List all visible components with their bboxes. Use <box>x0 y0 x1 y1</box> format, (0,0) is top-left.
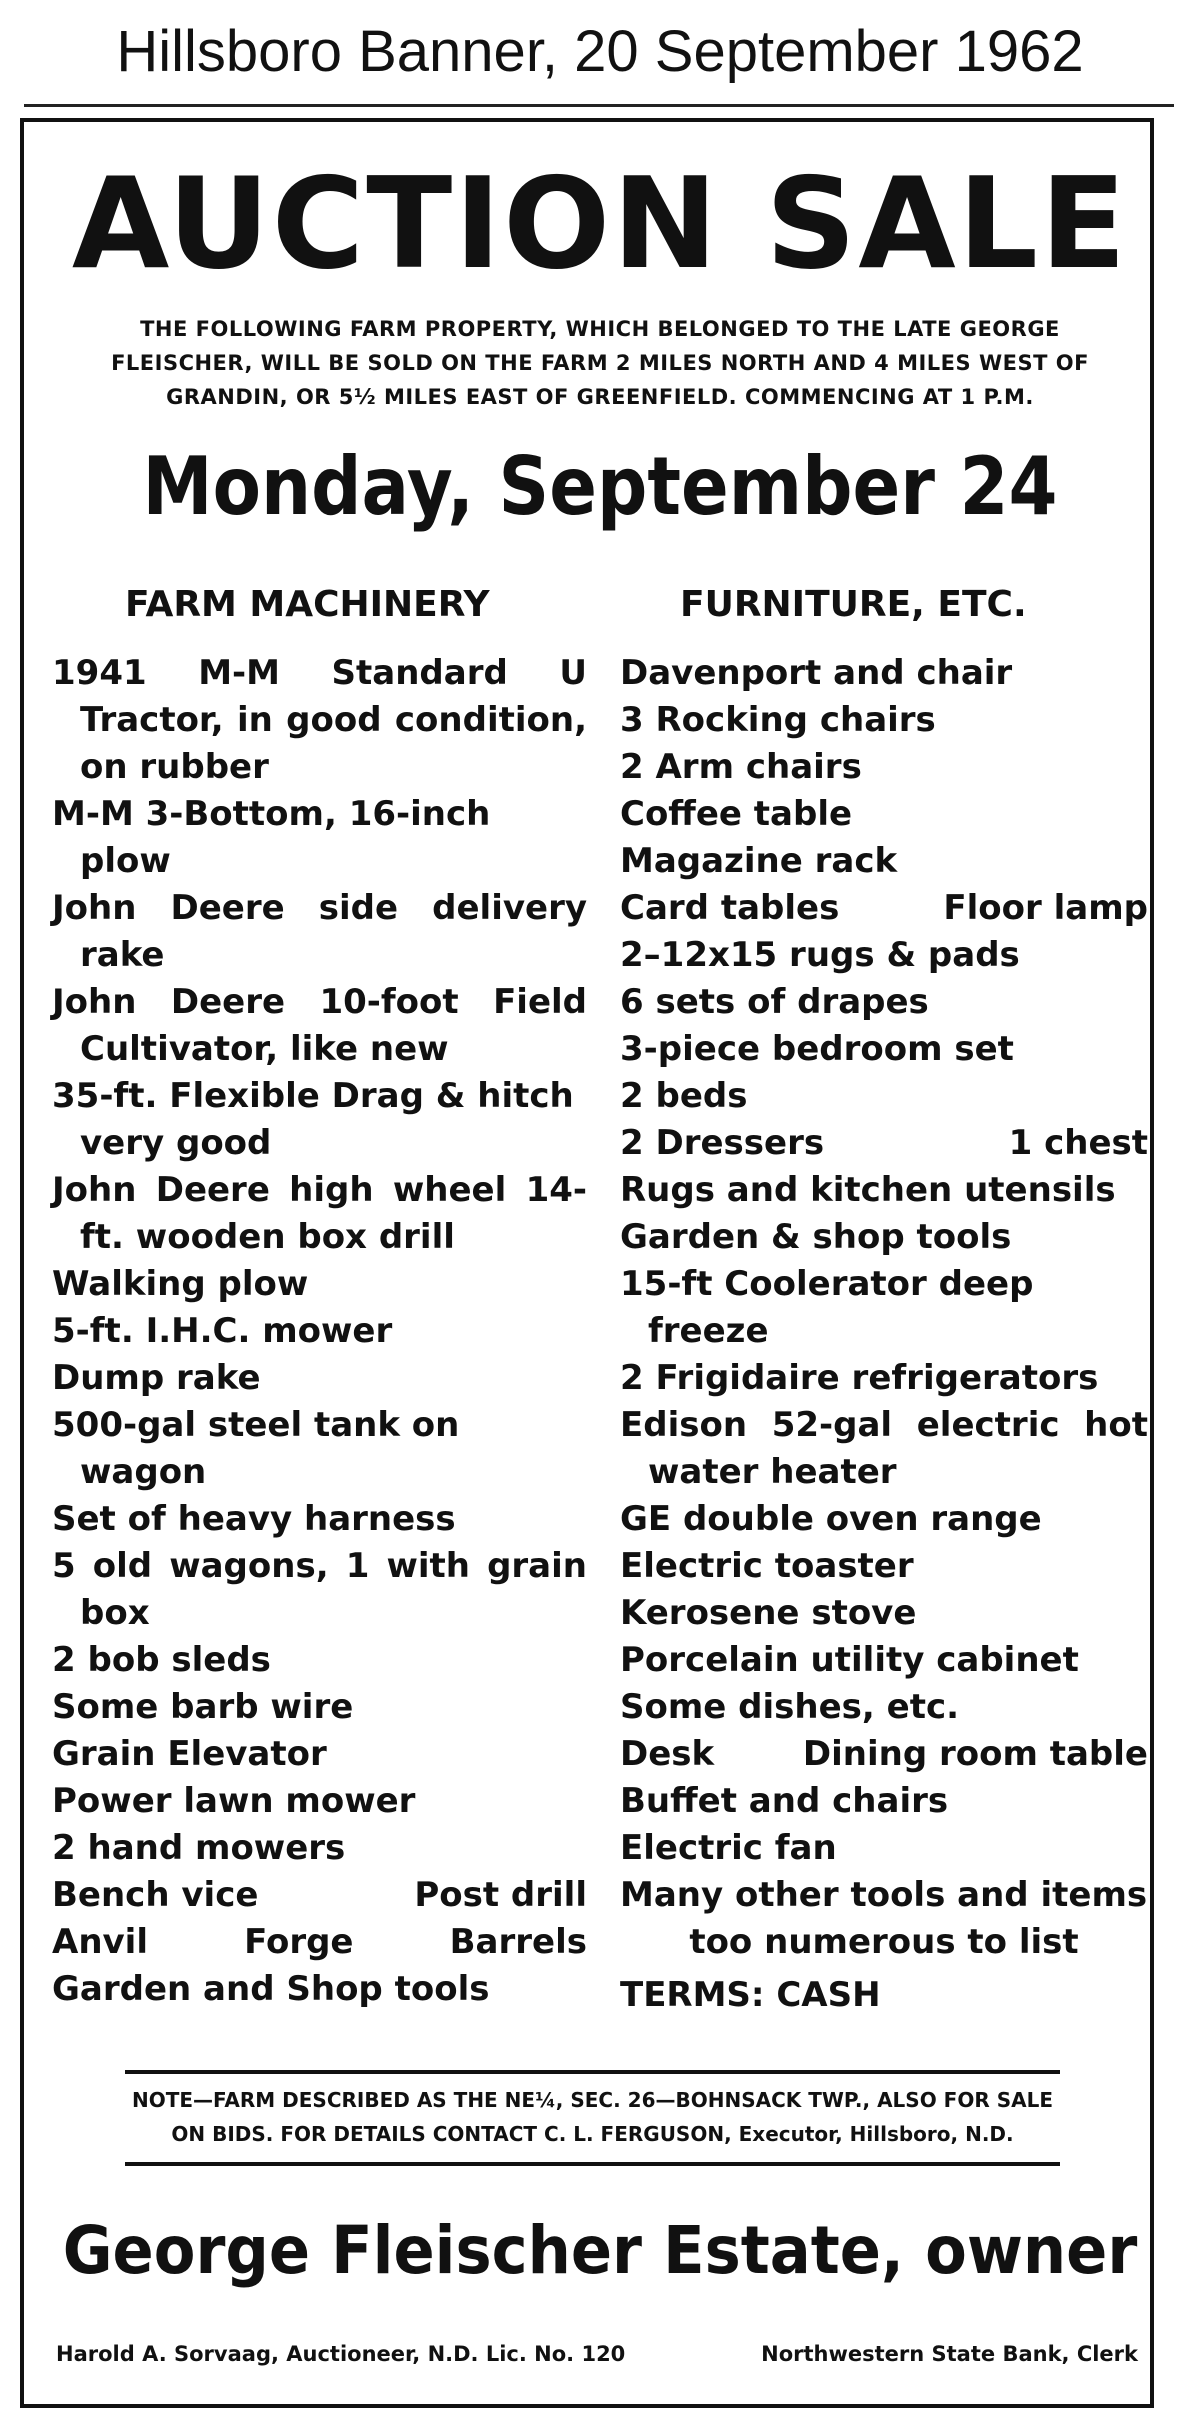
list-item: M-M 3-Bottom, 16-inch plow <box>52 794 491 881</box>
bench-vice-text: Bench vice <box>52 1875 259 1915</box>
note-paragraph: NOTE—FARM DESCRIBED AS THE NE¼, SEC. 26—BOHNSACK TWP., ALSO FOR SALE ON BIDS. FOR DETAILS CONTACT C. L. FERGUSON, Executor, Hillsboro, N.D. <box>132 2088 1053 2146</box>
list-item: Some barb wire <box>52 1687 354 1727</box>
post-drill-text: Post drill <box>414 1875 587 1915</box>
list-item: 2 Arm chairs <box>620 747 862 787</box>
list-item: 2 beds <box>620 1076 748 1116</box>
list-item: 35-ft. Flexible Drag & hitch very good <box>52 1076 574 1163</box>
list-item: John Deere side delivery rake <box>52 888 587 975</box>
list-item <box>620 1120 1148 1167</box>
furniture-heading: FURNITURE, ETC. <box>680 584 1027 625</box>
list-item: Dump rake <box>52 1358 261 1398</box>
list-item: Grain Elevator <box>52 1734 327 1774</box>
list-item: Garden & shop tools <box>620 1217 1012 1257</box>
list-item: Set of heavy harness <box>52 1499 456 1539</box>
newspaper-caption: Hillsboro Banner, 20 September 1962 <box>116 19 1084 84</box>
list-item: 6 sets of drapes <box>620 982 929 1022</box>
farm-machinery-heading: FARM MACHINERY <box>125 584 490 625</box>
list-item <box>52 1919 587 1966</box>
list-item: John Deere high wheel 14-ft. wooden box drill <box>52 1170 587 1257</box>
list-item: Some dishes, etc. <box>620 1687 960 1727</box>
many-other-line-2: too numerous to list <box>689 1922 1079 1962</box>
list-item: Edison 52-gal electric hot water heater <box>620 1405 1148 1492</box>
list-item: Electric toaster <box>620 1546 914 1586</box>
list-item: 5 old wagons, 1 with grain box <box>52 1546 587 1633</box>
list-item: 2 Frigidaire refrigerators <box>620 1358 1099 1398</box>
floor-lamp-text: Floor lamp <box>943 888 1148 928</box>
forge-text: Forge <box>244 1922 354 1962</box>
list-item: Magazine rack <box>620 841 898 881</box>
list-item: Kerosene stove <box>620 1593 917 1633</box>
dining-table-text: Dining room table <box>802 1734 1148 1774</box>
farm-machinery-list <box>52 650 587 2013</box>
list-item: 2–12x15 rugs & pads <box>620 935 1020 975</box>
sale-date: Monday, September 24 <box>142 440 1058 533</box>
list-item: Walking plow <box>52 1264 309 1304</box>
list-item: Rugs and kitchen utensils <box>620 1170 1116 1210</box>
auctioneer-credit: Harold A. Sorvaag, Auctioneer, N.D. Lic. No. 120 <box>56 2342 626 2366</box>
list-item <box>52 1872 587 1919</box>
many-other-line-1: Many other tools and items <box>620 1875 1148 1915</box>
list-item: Buffet and chairs <box>620 1781 949 1821</box>
list-item: 2 hand mowers <box>52 1828 346 1868</box>
ad-title: AUCTION SALE <box>71 150 1129 297</box>
note-rule-bottom <box>125 2162 1060 2166</box>
list-item: Coffee table <box>620 794 853 834</box>
card-tables-text: Card tables <box>620 888 840 928</box>
list-item: Garden and Shop tools <box>52 1969 490 2009</box>
list-item: 3-piece bedroom set <box>620 1029 1014 1069</box>
list-item: 3 Rocking chairs <box>620 700 936 740</box>
list-item: Davenport and chair <box>620 653 1013 693</box>
list-item <box>620 1731 1148 1778</box>
intro-paragraph: THE FOLLOWING FARM PROPERTY, WHICH BELONGED TO THE LATE GEORGE FLEISCHER, WILL BE SOLD ON THE FARM 2 MILES NORTH AND 4 MILES WEST OF GRANDIN, OR 5½ MILES EAST OF GREENFIELD. COMMENCING AT 1 P.M. <box>111 317 1089 409</box>
note-rule-top <box>125 2070 1060 2074</box>
list-item: 2 bob sleds <box>52 1640 271 1680</box>
list-item: Porcelain utility cabinet <box>620 1640 1079 1680</box>
furniture-list <box>620 650 1148 2019</box>
list-item <box>620 1872 1148 1966</box>
list-item: Electric fan <box>620 1828 837 1868</box>
desk-text: Desk <box>620 1734 715 1774</box>
list-item: 5-ft. I.H.C. mower <box>52 1311 393 1351</box>
chest-text: 1 chest <box>1008 1123 1148 1163</box>
list-item <box>620 885 1148 932</box>
list-item: 15-ft Coolerator deep freeze <box>620 1264 1034 1351</box>
list-item: GE double oven range <box>620 1499 1042 1539</box>
list-item: John Deere 10-foot Field Cultivator, like new <box>52 982 587 1069</box>
terms-text: TERMS: CASH <box>620 1975 881 2015</box>
list-item: 500-gal steel tank on wagon <box>52 1405 460 1492</box>
owner-line: George Fleischer Estate, owner <box>62 2212 1138 2289</box>
anvil-text: Anvil <box>52 1922 148 1962</box>
barrels-text: Barrels <box>449 1922 587 1962</box>
dressers-text: 2 Dressers <box>620 1123 825 1163</box>
list-item: Power lawn mower <box>52 1781 416 1821</box>
clerk-credit: Northwestern State Bank, Clerk <box>761 2342 1138 2366</box>
list-item: 1941 M-M Standard U Tractor, in good condition, on rubber <box>52 653 587 787</box>
top-rule <box>24 104 1174 107</box>
